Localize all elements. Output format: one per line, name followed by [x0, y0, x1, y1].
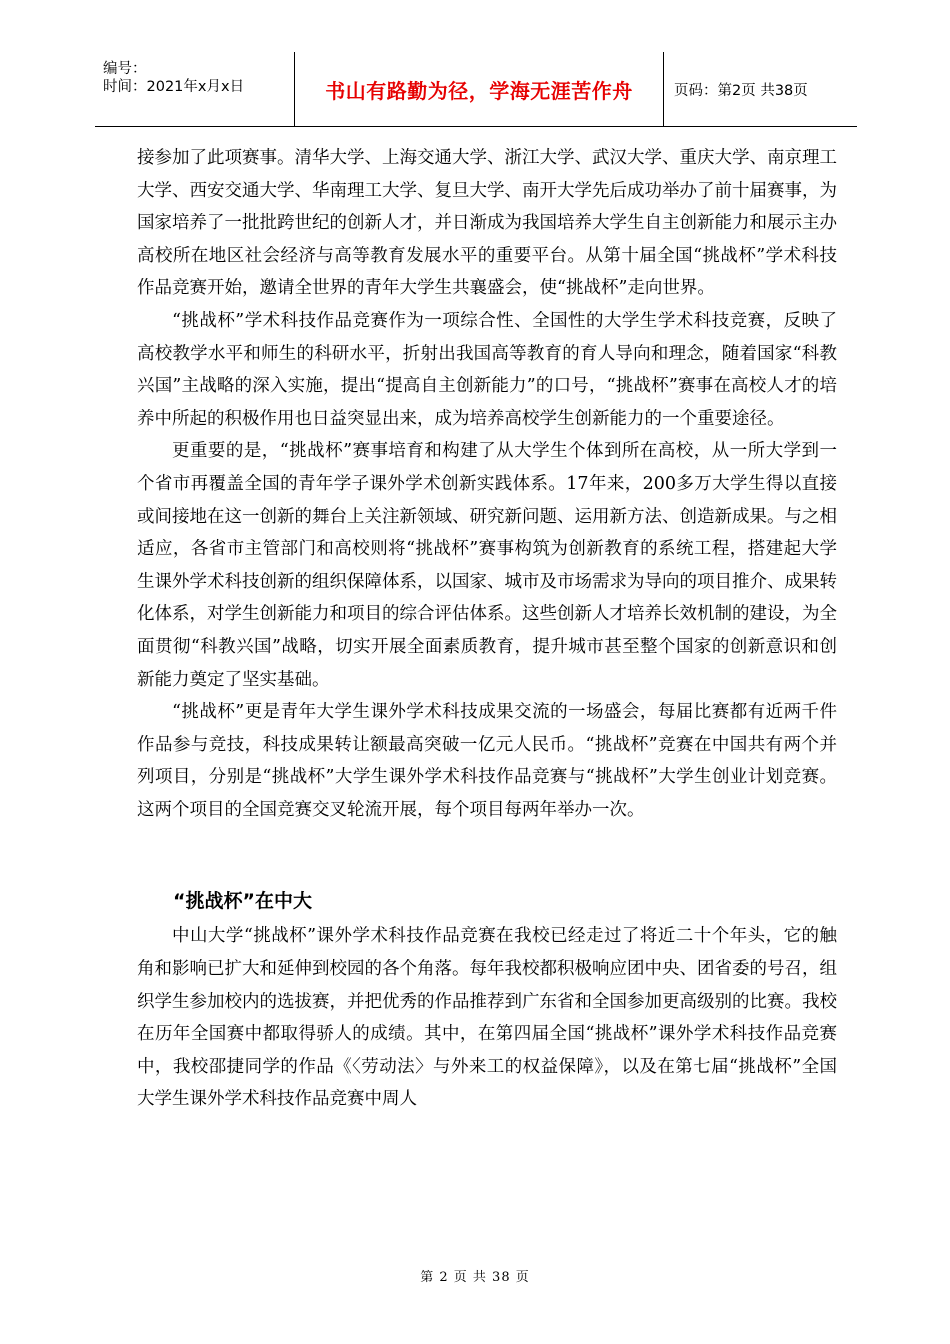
number-label: 编号：: [103, 61, 147, 77]
header-page-info: 页码：第2页 共38页: [674, 82, 808, 99]
header-meta: [95, 52, 295, 126]
document-body: [137, 142, 837, 1116]
paragraph-5: 中山大学“挑战杯”课外学术科技作品竞赛在我校已经走过了将近二十个年头，它的触角和影响已扩大和延伸到校园的各个角落。每年我校都积极响应团中央、团省委的号召，组织学生参加校内的选拔赛，并把优秀的作品推荐到广东省和全国参加更高级别的比赛。我校在历年全国赛中都取得骄人的成绩。其中，在第四届全国“挑战杯”课外学术科技作品竞赛中，我校邵捷同学的作品《〈劳动法〉与外来工的权益保障》，以及在第七届“挑战杯”全国大学生课外学术科技作品竞赛中周人: [137, 926, 837, 1110]
header-motto: 书山有路勤为径，学海无涯苦作舟: [295, 52, 664, 126]
time-label: 时间：2021年x月x日: [103, 79, 245, 95]
paragraph-1: 接参加了此项赛事。清华大学、上海交通大学、浙江大学、武汉大学、重庆大学、南京理工大学、西安交通大学、华南理工大学、复旦大学、南开大学先后成功举办了前十届赛事，为国家培养了一批批跨世纪的创新人才，并日渐成为我国培养大学生自主创新能力和展示主办高校所在地区社会经济与高等教育发展水平的重要平台。从第十届全国“挑战杯”学术科技作品竞赛开始，邀请全世界的青年大学生共襄盛会，使“挑战杯”走向世界。: [137, 148, 837, 299]
section-heading: “挑战杯”在中大: [173, 890, 312, 913]
paragraph-2: “挑战杯”学术科技作品竞赛作为一项综合性、全国性的大学生学术科技竞赛，反映了高校教学水平和师生的科研水平，折射出我国高等教育的育人导向和理念，随着国家“科教兴国”主战略的深入实施，提出“提高自主创新能力”的口号，“挑战杯”赛事在高校人才的培养中所起的积极作用也日益突显出来，成为培养高校学生创新能力的一个重要途径。: [137, 310, 837, 429]
page-header: [95, 52, 857, 127]
paragraph-3: 更重要的是，“挑战杯”赛事培育和构建了从大学生个体到所在高校，从一所大学到一个省市再覆盖全国的青年学子课外学术创新实践体系。17年来，200多万大学生得以直接或间接地在这一创新的舞台上关注新领域、研究新问题、运用新方法、创造新成果。与之相适应，各省市主管部门和高校则将“挑战杯”赛事构筑为创新教育的系统工程，搭建起大学生课外学术科技创新的组织保障体系，以国家、城市及市场需求为导向的项目推介、成果转化体系，对学生创新能力和项目的综合评估体系。这些创新人才培养长效机制的建设，为全面贯彻“科教兴国”战略，切实开展全面素质教育，提升城市甚至整个国家的创新意识和创新能力奠定了坚实基础。: [137, 441, 837, 690]
paragraph-4: “挑战杯”更是青年大学生课外学术科技成果交流的一场盛会，每届比赛都有近两千件作品参与竞技，科技成果转让额最高突破一亿元人民币。“挑战杯”竞赛在中国共有两个并列项目，分别是“挑战杯”大学生课外学术科技作品竞赛与“挑战杯”大学生创业计划竞赛。这两个项目的全国竞赛交叉轮流开展，每个项目每两年举办一次。: [137, 702, 837, 820]
page-footer: 第 2 页 共 38 页: [420, 1270, 530, 1285]
